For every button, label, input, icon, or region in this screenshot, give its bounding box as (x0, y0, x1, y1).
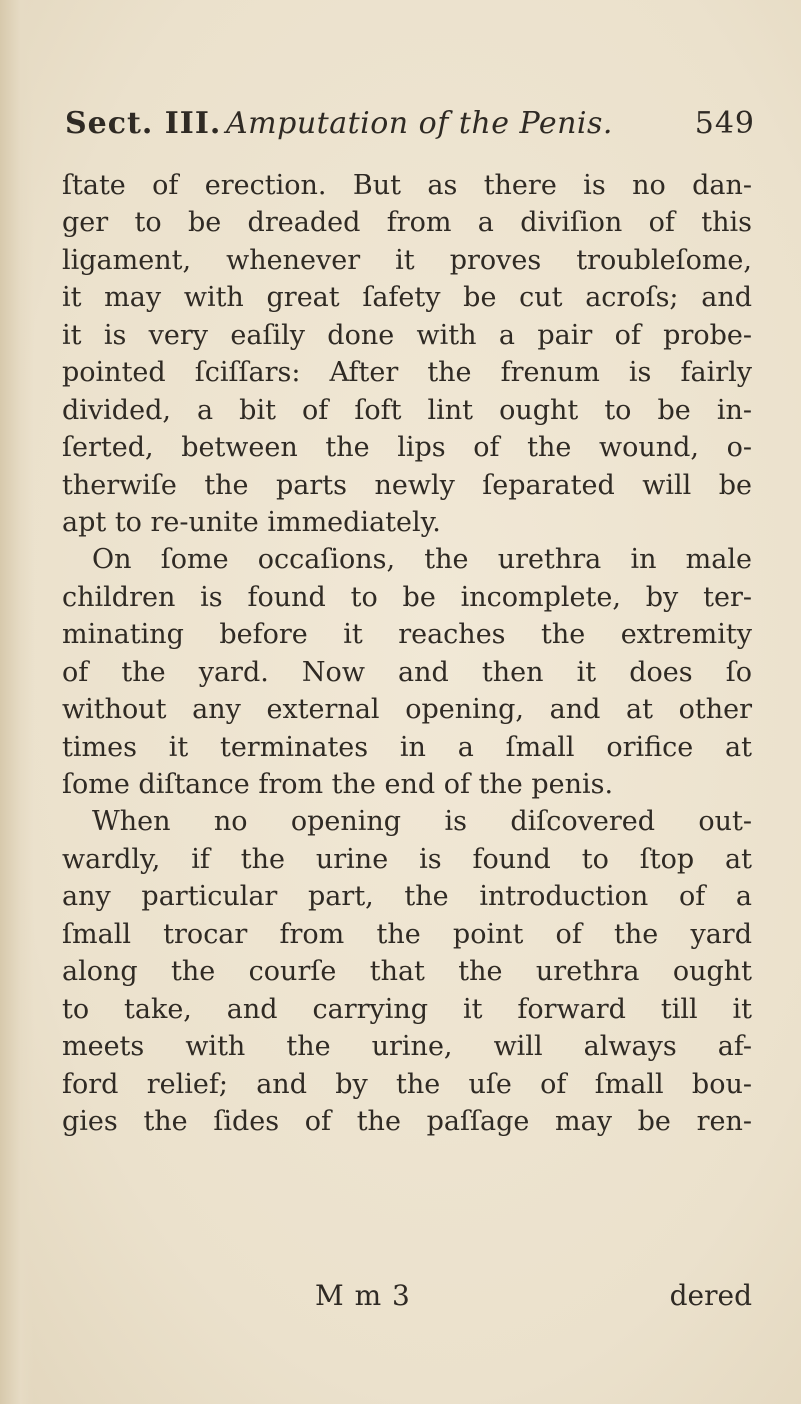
text-line: times it terminates in a ſmall orifice at (62, 731, 752, 763)
text-line: When no opening is diſcovered out- (92, 806, 752, 838)
signature-mark: M m 3 (315, 1279, 411, 1312)
text-line: to take, and carrying it forward till it (62, 993, 752, 1025)
body-text (62, 167, 752, 1140)
text-line: ford relief; and by the uſe of ſmall bou- (62, 1068, 752, 1100)
text-line: meets with the urine, will always af- (62, 1031, 752, 1063)
text-line: apt to re-unite immediately. (62, 506, 441, 538)
page-gutter-shadow (0, 0, 34, 1404)
text-line: ſerted, between the lips of the wound, o- (62, 432, 752, 464)
text-line: ſtate of erection. But as there is no dan- (62, 170, 752, 201)
running-title: Amputation of the Penis. (226, 106, 613, 141)
text-line: of the yard. Now and then it does ſo (62, 656, 752, 688)
text-line: children is found to be incomplete, by ter- (62, 581, 752, 613)
text-line: it is very eaſily done with a pair of probe- (62, 319, 752, 351)
page-number: 549 (694, 106, 755, 141)
text-line: ſmall trocar from the point of the yard (62, 918, 752, 950)
text-line: On ſome occaſions, the urethra in male (92, 544, 752, 576)
section-label: Sect. III. (65, 106, 222, 141)
running-header (65, 103, 755, 145)
text-line: divided, a bit of ſoft lint ought to be in- (62, 394, 752, 426)
text-line: pointed ſciſſars: After the frenum is fairly (62, 357, 752, 389)
text-line: along the courſe that the urethra ought (62, 956, 752, 988)
text-line: therwiſe the parts newly ſeparated will be (62, 469, 752, 501)
text-line: it may with great ſafety be cut acroſs; and (62, 282, 752, 314)
text-line: any particular part, the introduction of a (62, 881, 752, 913)
text-line: gies the ſides of the paſſage may be ren- (62, 1105, 752, 1137)
text-line: minating before it reaches the extremity (62, 619, 752, 651)
text-line: without any external opening, and at other (62, 694, 752, 726)
catchword: dered (669, 1279, 752, 1312)
text-line: ligament, whenever it proves troubleſome, (62, 244, 752, 276)
page-footer (62, 1276, 752, 1316)
text-line: ger to be dreaded from a diviſion of this (62, 207, 752, 239)
text-line: wardly, if the urine is found to ſtop at (62, 843, 752, 875)
text-line: ſome diſtance from the end of the penis. (62, 769, 614, 800)
